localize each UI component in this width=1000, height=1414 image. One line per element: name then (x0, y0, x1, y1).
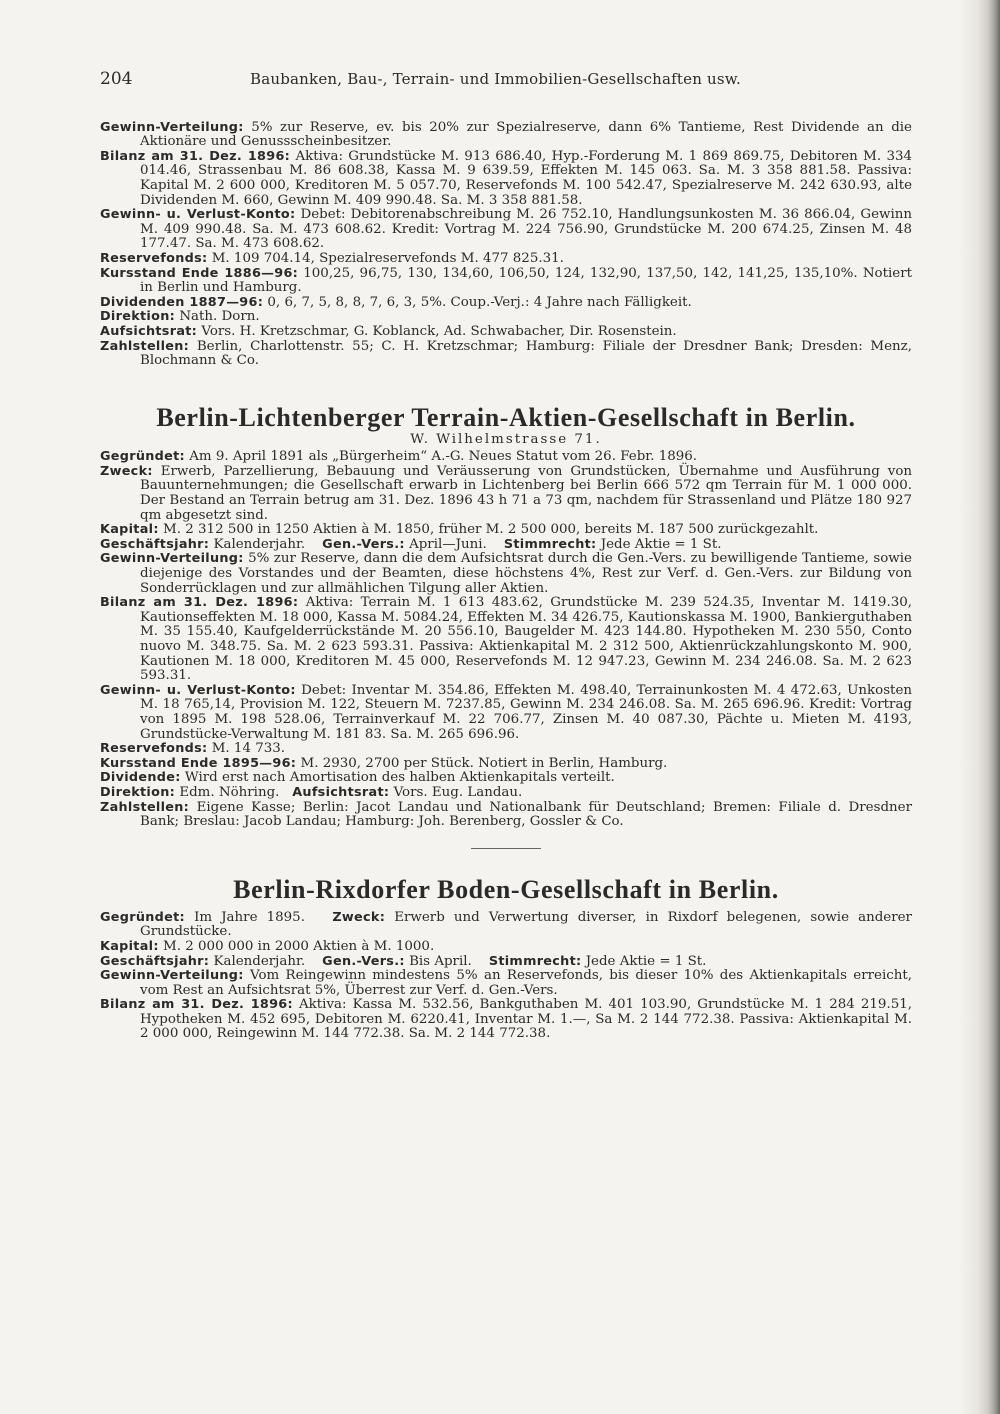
entry-zahlstellen: Zahlstellen: Eigene Kasse; Berlin: Jacot Landau und Nationalbank für Deutschland; Bremen: Filiale d. Dresdner Bank; Breslau: Jacob Landau; Hamburg: Joh. Berenberg, Gossler & Co. (100, 799, 912, 830)
entry-gegruendet: Gegründet: Am 9. April 1891 als „Bürgerheim“ A.-G. Neues Statut vom 26. Febr. 1896. (100, 449, 698, 465)
company-address: W. Wilhelmstrasse 71. (410, 431, 602, 447)
entry-bilanz: Bilanz am 31. Dez. 1896: Aktiva: Terrain M. 1 613 483.62, Grundstücke M. 239 524.35, Inventar M. 1419.30, Kautionseffekten M. 18 000, Kassa M. 5084.24, Effekten M. 34 426.75, Kautionskassa M. 1900, Bankierguthaben M. 35 155.40, Kaufgelderrückstände M. 20 556.10, Baugelder M. 423 144.80. Hypotheken M. 230 550, Conto nuovo M. 348.75. Sa. M. 2 623 593.31. Passiva: Aktienkapital M. 2 312 500, Aktienrückzahlungskonto M. 900, Kautionen M. 18 000, Kreditoren M. 45 000, Reservefonds M. 12 947.23, Gewinn M. 234 246.08. Sa. M. 2 623 593.31. (100, 595, 912, 684)
company-title: Berlin-Lichtenberger Terrain-Aktien-Gesellschaft in Berlin. (156, 402, 856, 432)
entry-kursstand: Kursstand Ende 1895—96: M. 2930, 2700 per Stück. Notiert in Berlin, Hamburg. (100, 755, 668, 771)
entry-bilanz: Bilanz am 31. Dez. 1896: Aktiva: Kassa M. 532.56, Bankguthaben M. 401 103.90, Grundstücke M. 1 284 219.51, Hypotheken M. 452 695, Debitoren M. 6220.41, Inventar M. 1.—, Sa M. 2 144 772.38. Passiva: Aktienkapital M. 2 000 000, Reingewinn M. 144 772.38. Sa. M. 2 144 772.38. (100, 997, 912, 1042)
section-berlin-rixdorfer (100, 875, 912, 1042)
entry-gewinn-verteilung: Gewinn-Verteilung: Vom Reingewinn mindestens 5% an Reservefonds, bis dieser 10% des Aktienkapitals erreicht, vom Rest an Aufsichtsrat 5%, Überrest zur Verf. d. Gen.-Vers. (100, 968, 912, 998)
entry-kapital: Kapital: M. 2 000 000 in 2000 Aktien à M. 1000. (100, 938, 435, 954)
company-title: Berlin-Rixdorfer Boden-Gesellschaft in Berlin. (233, 874, 779, 904)
entry-direktion: Direktion: Edm. Nöhring. Aufsichtsrat: Vors. Eug. Landau. (100, 784, 523, 800)
entry-aufsichtsrat: Aufsichtsrat: Vors. H. Kretzschmar, G. Koblanck, Ad. Schwabacher, Dir. Rosenstein. (100, 323, 677, 339)
entry-reservefonds: Reservefonds: M. 14 733. (100, 741, 286, 757)
entry-gewinn-verlust: Gewinn- u. Verlust-Konto: Debet: Debitorenabschreibung M. 26 752.10, Handlungsunkosten M. 36 866.04, Gewinn M. 409 990.48. Sa. M. 473 608.62. Kredit: Vortrag M. 224 756.90, Grundstücke M. 200 674.25, Zinsen M. 48 177.47. Sa. M. 473 608.62. (100, 207, 912, 252)
entry-zahlstellen: Zahlstellen: Berlin, Charlottenstr. 55; C. H. Kretzschmar; Hamburg: Filiale der Dresdner Bank; Dresden: Menz, Blochmann & Co. (100, 338, 912, 369)
entry-geschaeftsjahr: Geschäftsjahr: Kalenderjahr. Gen.-Vers.: April—Juni. Stimmrecht: Jede Aktie = 1 St. (100, 536, 722, 552)
section-continued-entry (100, 121, 912, 369)
entry-zweck: Zweck: Erwerb, Parzellierung, Bebauung und Veräusserung von Grundstücken, Übernahme und Ausführung von Bauunternehmungen; die Gesellschaft erwarb in Lichtenberg bei Berlin 666 572 qm Terrain für M. 1 000 000. Der Bestand an Terrain betrug am 31. Dez. 1896 43 h 71 a 73 qm, nachdem für Strassenland und Plätze 180 927 qm abgesetzt sind. (100, 463, 913, 523)
entry-gewinn-verlust: Gewinn- u. Verlust-Konto: Debet: Inventar M. 354.86, Effekten M. 498.40, Terrainunkosten M. 4 472.63, Unkosten M. 18 765,14, Provision M. 122, Steuern M. 7237.85, Gewinn M. 234 246.08. Sa. M. 265 696.96. Kredit: Vortrag von 1895 M. 198 528.06, Terrainverkauf M. 22 706.77, Zinsen M. 40 087.30, Pächte u. Mieten M. 4193, Grundstücke-Verwaltung M. 181 83. Sa. M. 265 696.96. (100, 682, 912, 742)
entry-gewinn-verteilung: Gewinn-Verteilung: 5% zur Reserve, ev. bis 20% zur Spezialreserve, dann 6% Tantieme, Rest Dividende an die Aktionäre und Genussscheinbesitzer. (100, 119, 912, 150)
entry-gewinn-verteilung: Gewinn-Verteilung: 5% zur Reserve, dann die dem Aufsichtsrat durch die Gen.-Vers. zu bewilligende Tantieme, sowie diejenige des Vorstandes und der Beamten, diese höchstens 4%, Rest zur Verf. d. Gen.-Vers. zur Bildung von Sonderrücklagen und zur allmählichen Tilgung aller Aktien. (100, 551, 912, 596)
entry-dividenden: Dividenden 1887—96: 0, 6, 7, 5, 8, 8, 7, 6, 3, 5%. Coup.-Verj.: 4 Jahre nach Fälligkeit. (100, 294, 692, 310)
entry-reservefonds: Reservefonds: M. 109 704.14, Spezialreservefonds M. 477 825.31. (100, 250, 564, 266)
running-title: Baubanken, Bau-, Terrain- und Immobilien-Gesellschaften usw. (250, 70, 742, 88)
running-header (100, 69, 912, 89)
page-edge-shadow (960, 0, 1000, 1414)
entry-dividende: Dividende: Wird erst nach Amortisation des halben Aktienkapitals verteilt. (100, 770, 615, 786)
entry-direktion: Direktion: Nath. Dorn. (100, 309, 260, 325)
entry-kursstand: Kursstand Ende 1886—96: 100,25, 96,75, 130, 134,60, 106,50, 124, 132,90, 137,50, 142, 141,25, 135,10%. Notiert in Berlin und Hamburg. (100, 265, 912, 296)
entry-gegruendet: Gegründet: Im Jahre 1895. Zweck: Erwerb und Verwertung diverser, in Rixdorf belegenen, sowie anderer Grundstücke. (100, 909, 912, 940)
document-page (100, 69, 913, 1042)
section-berlin-lichtenberger (100, 403, 912, 830)
entry-geschaeftsjahr: Geschäftsjahr: Kalenderjahr. Gen.-Vers.: Bis April. Stimmrecht: Jede Aktie = 1 St. (100, 953, 707, 969)
entry-bilanz: Bilanz am 31. Dez. 1896: Aktiva: Grundstücke M. 913 686.40, Hyp.-Forderung M. 1 869 869.75, Debitoren M. 334 014.46, Strassenbau M. 86 608.38, Kassa M. 9 639.59, Effekten M. 145 063. Sa. M. 3 358 881.58. Passiva: Kapital M. 2 600 000, Kreditoren M. 5 057.70, Reservefonds M. 100 542.47, Spezialreserve M. 242 630.93, alte Dividenden M. 660, Gewinn M. 409 990.48. Sa. M. 3 358 881.58. (100, 148, 913, 208)
page-number: 204 (100, 69, 133, 89)
entry-kapital: Kapital: M. 2 312 500 in 1250 Aktien à M. 1850, früher M. 2 500 000, bereits M. 187 500 zurückgezahlt. (100, 522, 819, 538)
